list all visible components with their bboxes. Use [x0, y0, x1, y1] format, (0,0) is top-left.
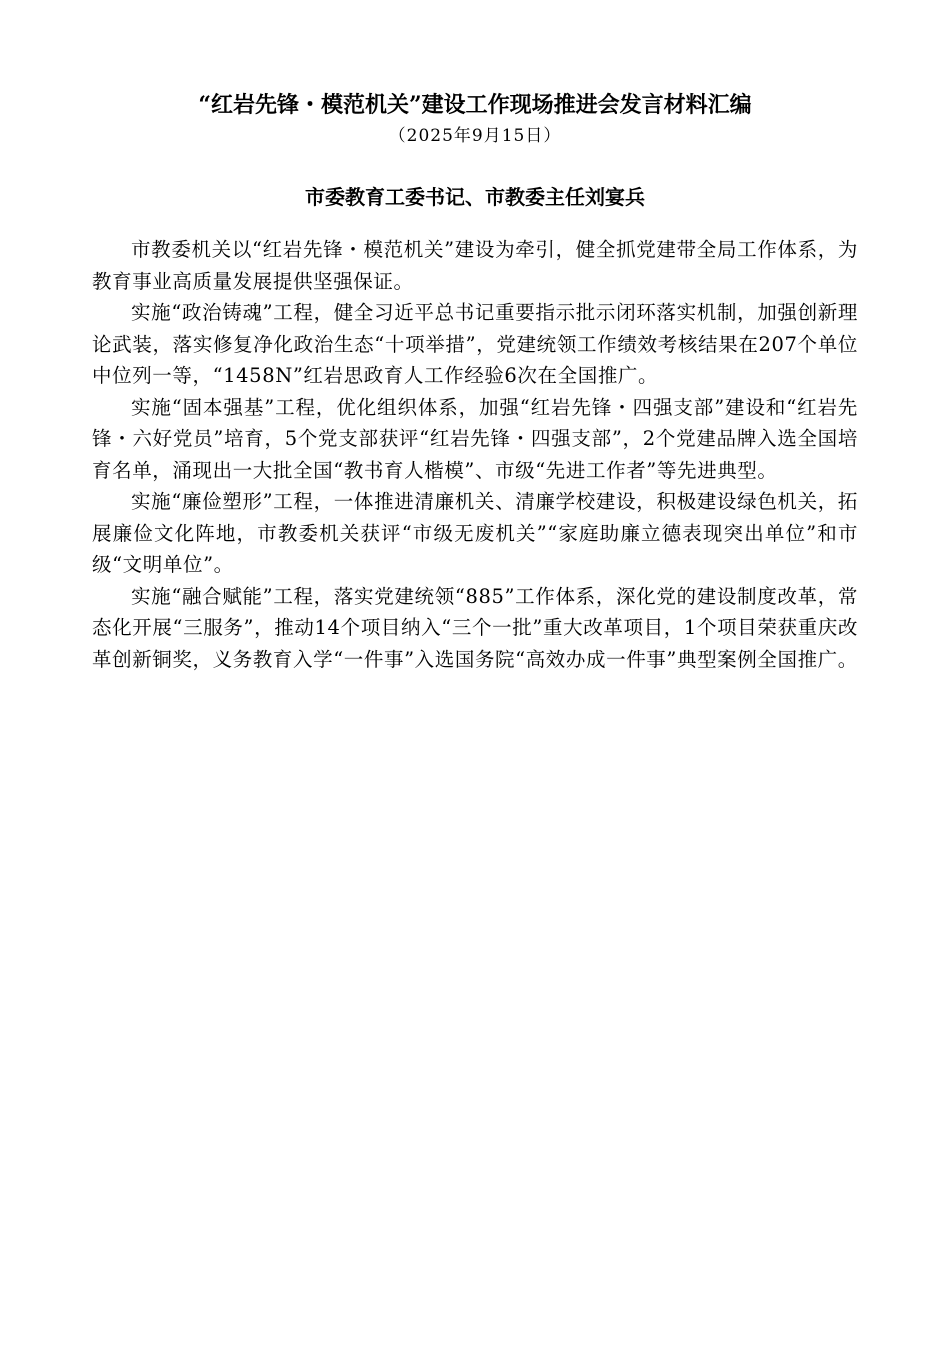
- speaker-heading: 市委教育工委书记、市教委主任刘宴兵: [305, 185, 645, 209]
- paragraph-integrity: 实施“廉俭塑形”工程，一体推进清廉机关、清廉学校建设，积极建设绿色机关，拓展廉俭文化阵地，市教委机关获评“市级无废机关”“家庭助廉立德表现突出单位”和市级“文明单位”。: [92, 490, 858, 576]
- paragraph-integration: 实施“融合赋能”工程，落实党建统领“885”工作体系，深化党的建设制度改革，常态化开展“三服务”，推动14个项目纳入“三个一批”重大改革项目，1个项目荣获重庆改革创新铜奖，义务教育入学“一件事”入选国务院“高效办成一件事”典型案例全国推广。: [92, 584, 858, 671]
- body-text: [92, 234, 858, 675]
- paragraph-political: 实施“政治铸魂”工程，健全习近平总书记重要指示批示闭环落实机制，加强创新理论武装，落实修复净化政治生态“十项举措”，党建统领工作绩效考核结果在207个单位中位列一等，“1458N”红岩思政育人工作经验6次在全国推广。: [92, 301, 858, 387]
- document-date: （2025年9月15日）: [388, 126, 562, 146]
- paragraph-intro: 市教委机关以“红岩先锋・模范机关”建设为牵引，健全抓党建带全局工作体系，为教育事业高质量发展提供坚强保证。: [92, 238, 858, 293]
- paragraph-foundation: 实施“固本强基”工程，优化组织体系，加强“红岩先锋・四强支部”建设和“红岩先锋・六好党员”培育，5个党支部获评“红岩先锋・四强支部”，2个党建品牌入选全国培育名单，涌现出一大批全国“教书育人楷模”、市级“先进工作者”等先进典型。: [92, 395, 858, 482]
- document-title: “红岩先锋・模范机关”建设工作现场推进会发言材料汇编: [198, 92, 752, 118]
